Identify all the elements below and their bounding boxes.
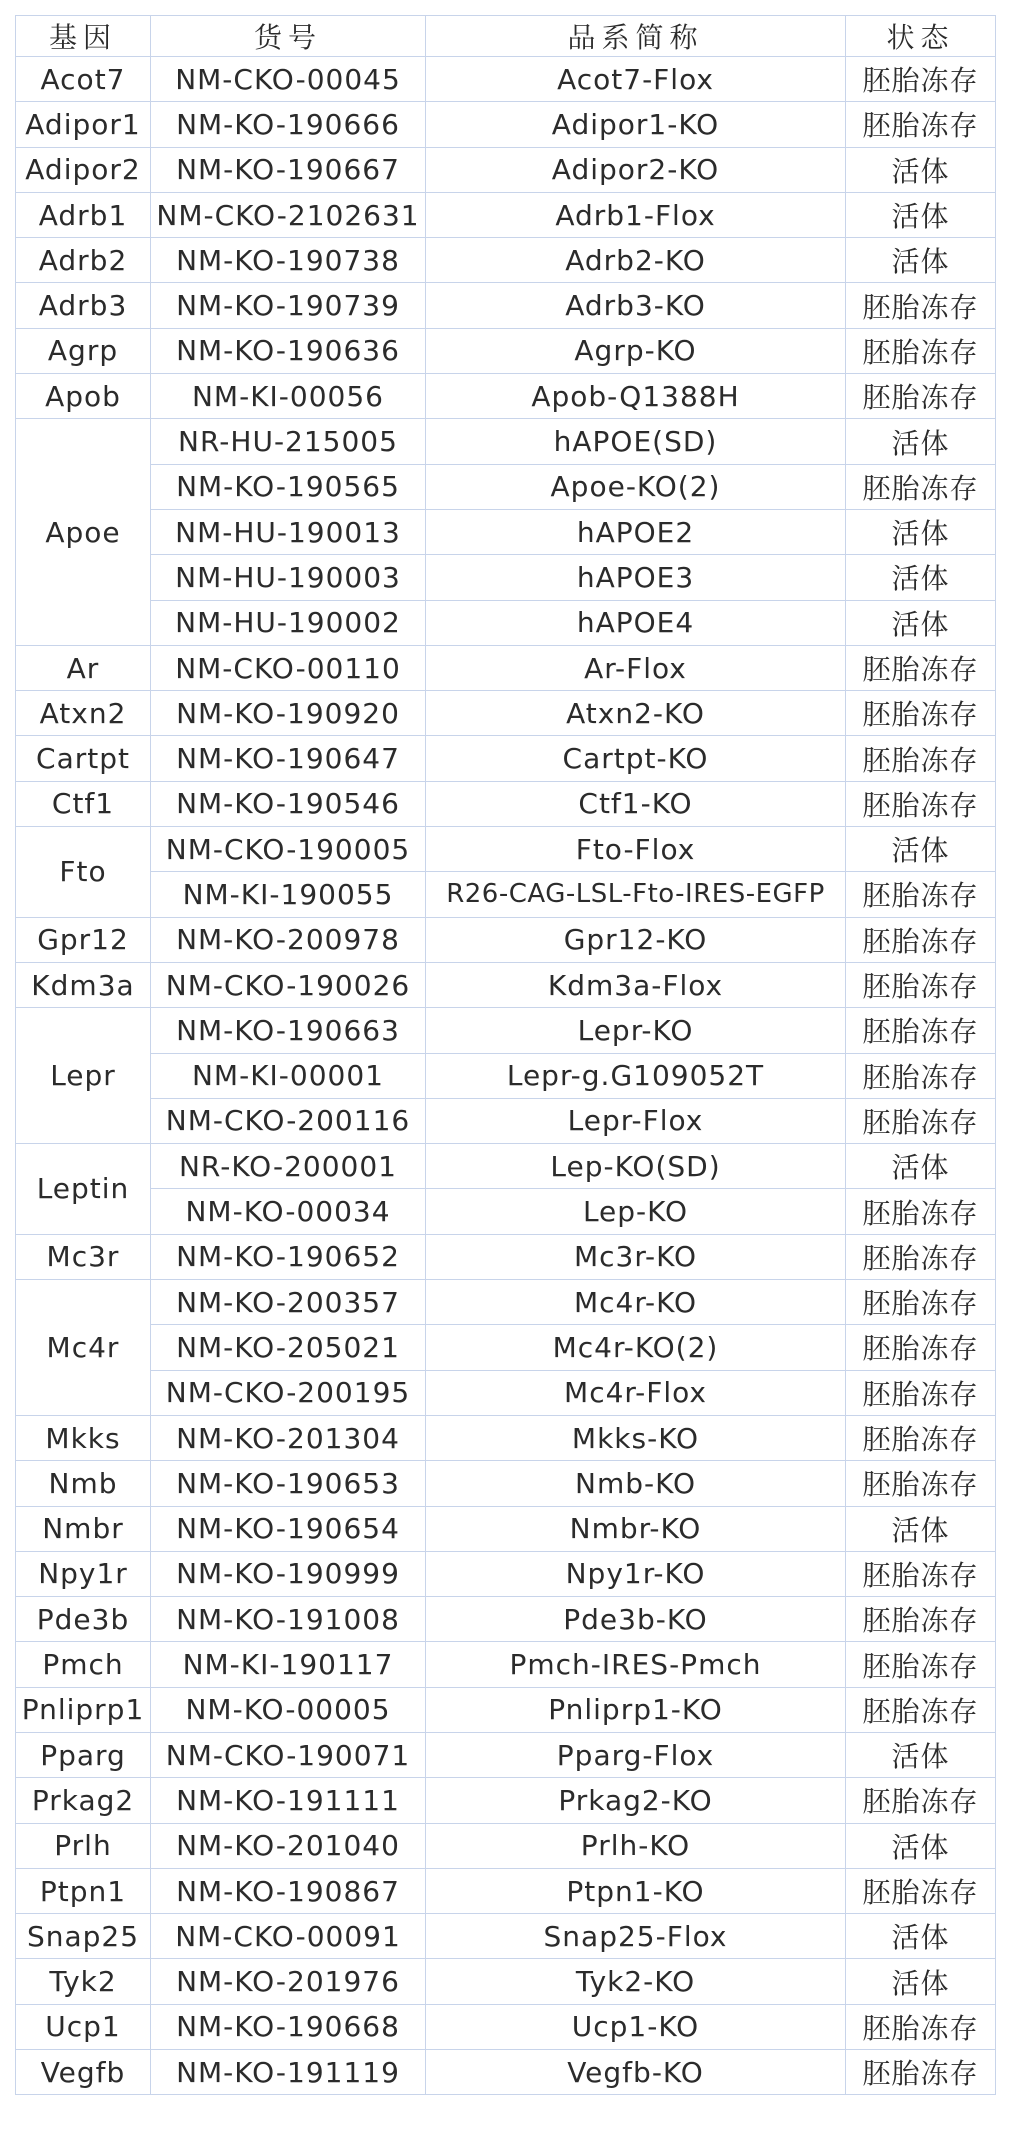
status-cell: 胚胎冻存 [846, 1053, 996, 1098]
strain-name-cell: Prlh-KO [426, 1823, 846, 1868]
catalog-number-cell: NM-KI-190055 [151, 872, 426, 917]
strain-name-cell: hAPOE4 [426, 600, 846, 645]
table-row [16, 238, 996, 283]
table-row [16, 2004, 996, 2049]
table-row [16, 600, 996, 645]
gene-cell: Pmch [16, 1642, 151, 1687]
status-cell: 活体 [846, 509, 996, 554]
gene-cell: Prlh [16, 1823, 151, 1868]
gene-cell: Mkks [16, 1415, 151, 1460]
strain-name-cell: Pnliprp1-KO [426, 1687, 846, 1732]
strain-name-cell: Ptpn1-KO [426, 1868, 846, 1913]
strain-name-cell: Vegfb-KO [426, 2050, 846, 2095]
gene-cell: Lepr [16, 1008, 151, 1144]
table-row [16, 2050, 996, 2095]
status-cell: 活体 [846, 1144, 996, 1189]
catalog-number-cell: NM-CKO-200195 [151, 1370, 426, 1415]
table-row [16, 57, 996, 102]
gene-cell: Ptpn1 [16, 1868, 151, 1913]
strain-name-cell: Lepr-KO [426, 1008, 846, 1053]
strain-name-cell: hAPOE2 [426, 509, 846, 554]
catalog-number-cell: NM-CKO-00091 [151, 1914, 426, 1959]
status-cell: 胚胎冻存 [846, 1008, 996, 1053]
header-strain-name: 品系简称 [426, 16, 846, 57]
strain-name-cell: Nmbr-KO [426, 1506, 846, 1551]
strain-name-cell: Adipor1-KO [426, 102, 846, 147]
gene-cell: Apoe [16, 419, 151, 645]
status-cell: 活体 [846, 1823, 996, 1868]
status-cell: 胚胎冻存 [846, 1189, 996, 1234]
strain-name-cell: Tyk2-KO [426, 1959, 846, 2004]
table-row [16, 872, 996, 917]
strain-name-cell: Cartpt-KO [426, 736, 846, 781]
catalog-number-cell: NM-KO-191008 [151, 1597, 426, 1642]
gene-cell: Adrb2 [16, 238, 151, 283]
status-cell: 活体 [846, 1506, 996, 1551]
status-cell: 胚胎冻存 [846, 1370, 996, 1415]
strain-name-cell: Pparg-Flox [426, 1732, 846, 1777]
catalog-number-cell: NM-KO-190654 [151, 1506, 426, 1551]
table-row [16, 1144, 996, 1189]
catalog-number-cell: NM-KO-190999 [151, 1551, 426, 1596]
strain-name-cell: Lep-KO(SD) [426, 1144, 846, 1189]
strain-name-cell: Lep-KO [426, 1189, 846, 1234]
gene-cell: Pnliprp1 [16, 1687, 151, 1732]
status-cell: 胚胎冻存 [846, 1280, 996, 1325]
table-row [16, 827, 996, 872]
status-cell: 胚胎冻存 [846, 102, 996, 147]
table-row [16, 1370, 996, 1415]
strain-name-cell: Kdm3a-Flox [426, 962, 846, 1007]
strain-name-cell: Pmch-IRES-Pmch [426, 1642, 846, 1687]
status-cell: 胚胎冻存 [846, 57, 996, 102]
table-row [16, 374, 996, 419]
catalog-number-cell: NM-KO-190667 [151, 147, 426, 192]
table-body [16, 57, 996, 2095]
table-row [16, 1597, 996, 1642]
table-row [16, 1098, 996, 1143]
strain-name-cell: Nmb-KO [426, 1461, 846, 1506]
table-row [16, 509, 996, 554]
strain-name-cell: Apob-Q1388H [426, 374, 846, 419]
mouse-strain-table [15, 15, 996, 2095]
strain-name-cell: Acot7-Flox [426, 57, 846, 102]
gene-cell: Adrb3 [16, 283, 151, 328]
status-cell: 活体 [846, 1914, 996, 1959]
catalog-number-cell: NM-KO-191119 [151, 2050, 426, 2095]
gene-cell: Pde3b [16, 1597, 151, 1642]
status-cell: 活体 [846, 192, 996, 237]
header-row [16, 16, 996, 57]
gene-cell: Kdm3a [16, 962, 151, 1007]
table-row [16, 1189, 996, 1234]
gene-cell: Mc4r [16, 1280, 151, 1416]
catalog-number-cell: NM-KO-190739 [151, 283, 426, 328]
status-cell: 胚胎冻存 [846, 781, 996, 826]
catalog-number-cell: NM-KO-190653 [151, 1461, 426, 1506]
strain-name-cell: Npy1r-KO [426, 1551, 846, 1596]
gene-cell: Acot7 [16, 57, 151, 102]
table-row [16, 1551, 996, 1596]
gene-cell: Tyk2 [16, 1959, 151, 2004]
table-row [16, 192, 996, 237]
gene-cell: Snap25 [16, 1914, 151, 1959]
table-row [16, 1914, 996, 1959]
catalog-number-cell: NR-KO-200001 [151, 1144, 426, 1189]
gene-cell: Agrp [16, 328, 151, 373]
catalog-number-cell: NM-CKO-190026 [151, 962, 426, 1007]
strain-name-cell: Mc4r-Flox [426, 1370, 846, 1415]
status-cell: 胚胎冻存 [846, 1868, 996, 1913]
table-row [16, 1687, 996, 1732]
catalog-number-cell: NM-KI-00056 [151, 374, 426, 419]
strain-name-cell: Agrp-KO [426, 328, 846, 373]
status-cell: 活体 [846, 419, 996, 464]
table-row [16, 1008, 996, 1053]
gene-cell: Nmbr [16, 1506, 151, 1551]
catalog-number-cell: NM-KO-201040 [151, 1823, 426, 1868]
status-cell: 活体 [846, 147, 996, 192]
strain-name-cell: Lepr-g.G109052T [426, 1053, 846, 1098]
gene-cell: Leptin [16, 1144, 151, 1235]
table-row [16, 1053, 996, 1098]
catalog-number-cell: NM-CKO-190005 [151, 827, 426, 872]
gene-cell: Adipor1 [16, 102, 151, 147]
status-cell: 胚胎冻存 [846, 328, 996, 373]
table-row [16, 555, 996, 600]
status-cell: 胚胎冻存 [846, 1415, 996, 1460]
catalog-number-cell: NM-KO-00034 [151, 1189, 426, 1234]
strain-name-cell: hAPOE(SD) [426, 419, 846, 464]
status-cell: 胚胎冻存 [846, 374, 996, 419]
status-cell: 胚胎冻存 [846, 691, 996, 736]
gene-cell: Atxn2 [16, 691, 151, 736]
status-cell: 胚胎冻存 [846, 283, 996, 328]
table-row [16, 102, 996, 147]
strain-name-cell: Adrb2-KO [426, 238, 846, 283]
strain-name-cell: Ar-Flox [426, 645, 846, 690]
gene-cell: Cartpt [16, 736, 151, 781]
catalog-number-cell: NR-HU-215005 [151, 419, 426, 464]
catalog-number-cell: NM-KO-201304 [151, 1415, 426, 1460]
catalog-number-cell: NM-KO-190867 [151, 1868, 426, 1913]
gene-cell: Npy1r [16, 1551, 151, 1596]
gene-cell: Adipor2 [16, 147, 151, 192]
table-row [16, 1415, 996, 1460]
status-cell: 胚胎冻存 [846, 2004, 996, 2049]
strain-name-cell: Fto-Flox [426, 827, 846, 872]
catalog-number-cell: NM-HU-190013 [151, 509, 426, 554]
gene-cell: Nmb [16, 1461, 151, 1506]
header-status: 状态 [846, 16, 996, 57]
catalog-number-cell: NM-KI-00001 [151, 1053, 426, 1098]
gene-cell: Ar [16, 645, 151, 690]
table-row [16, 1959, 996, 2004]
mouse-strain-table-container [15, 15, 995, 2095]
status-cell: 胚胎冻存 [846, 1234, 996, 1279]
table-row [16, 419, 996, 464]
catalog-number-cell: NM-KO-190636 [151, 328, 426, 373]
table-row [16, 1506, 996, 1551]
table-row [16, 1234, 996, 1279]
catalog-number-cell: NM-KO-191111 [151, 1778, 426, 1823]
catalog-number-cell: NM-KO-200978 [151, 917, 426, 962]
table-row [16, 1461, 996, 1506]
table-row [16, 781, 996, 826]
table-row [16, 328, 996, 373]
catalog-number-cell: NM-KO-190666 [151, 102, 426, 147]
catalog-number-cell: NM-CKO-200116 [151, 1098, 426, 1143]
catalog-number-cell: NM-KO-200357 [151, 1280, 426, 1325]
header-catalog-number: 货号 [151, 16, 426, 57]
catalog-number-cell: NM-KO-190652 [151, 1234, 426, 1279]
status-cell: 胚胎冻存 [846, 1778, 996, 1823]
strain-name-cell: Adipor2-KO [426, 147, 846, 192]
catalog-number-cell: NM-HU-190003 [151, 555, 426, 600]
status-cell: 活体 [846, 600, 996, 645]
table-row [16, 1325, 996, 1370]
status-cell: 活体 [846, 1959, 996, 2004]
gene-cell: Ctf1 [16, 781, 151, 826]
gene-cell: Vegfb [16, 2050, 151, 2095]
catalog-number-cell: NM-KO-190647 [151, 736, 426, 781]
status-cell: 胚胎冻存 [846, 1687, 996, 1732]
catalog-number-cell: NM-KO-201976 [151, 1959, 426, 2004]
table-row [16, 283, 996, 328]
gene-cell: Mc3r [16, 1234, 151, 1279]
strain-name-cell: Mc4r-KO(2) [426, 1325, 846, 1370]
strain-name-cell: Gpr12-KO [426, 917, 846, 962]
gene-cell: Adrb1 [16, 192, 151, 237]
strain-name-cell: Mc4r-KO [426, 1280, 846, 1325]
status-cell: 胚胎冻存 [846, 645, 996, 690]
catalog-number-cell: NM-CKO-2102631 [151, 192, 426, 237]
strain-name-cell: R26-CAG-LSL-Fto-IRES-EGFP [426, 872, 846, 917]
status-cell: 胚胎冻存 [846, 872, 996, 917]
status-cell: 胚胎冻存 [846, 464, 996, 509]
strain-name-cell: Ctf1-KO [426, 781, 846, 826]
catalog-number-cell: NM-CKO-00045 [151, 57, 426, 102]
status-cell: 胚胎冻存 [846, 917, 996, 962]
table-row [16, 645, 996, 690]
table-row [16, 691, 996, 736]
table-row [16, 1280, 996, 1325]
status-cell: 活体 [846, 555, 996, 600]
catalog-number-cell: NM-KO-205021 [151, 1325, 426, 1370]
catalog-number-cell: NM-KO-190738 [151, 238, 426, 283]
gene-cell: Apob [16, 374, 151, 419]
status-cell: 胚胎冻存 [846, 1325, 996, 1370]
status-cell: 活体 [846, 1732, 996, 1777]
gene-cell: Pparg [16, 1732, 151, 1777]
strain-name-cell: Mkks-KO [426, 1415, 846, 1460]
table-row [16, 464, 996, 509]
status-cell: 胚胎冻存 [846, 736, 996, 781]
table-row [16, 917, 996, 962]
status-cell: 胚胎冻存 [846, 1642, 996, 1687]
table-row [16, 147, 996, 192]
status-cell: 活体 [846, 827, 996, 872]
status-cell: 胚胎冻存 [846, 1098, 996, 1143]
catalog-number-cell: NM-CKO-00110 [151, 645, 426, 690]
catalog-number-cell: NM-KO-190920 [151, 691, 426, 736]
strain-name-cell: Adrb1-Flox [426, 192, 846, 237]
strain-name-cell: Atxn2-KO [426, 691, 846, 736]
status-cell: 活体 [846, 238, 996, 283]
catalog-number-cell: NM-HU-190002 [151, 600, 426, 645]
gene-cell: Ucp1 [16, 2004, 151, 2049]
strain-name-cell: Apoe-KO(2) [426, 464, 846, 509]
status-cell: 胚胎冻存 [846, 1551, 996, 1596]
status-cell: 胚胎冻存 [846, 1461, 996, 1506]
catalog-number-cell: NM-KO-190663 [151, 1008, 426, 1053]
strain-name-cell: Pde3b-KO [426, 1597, 846, 1642]
table-row [16, 1642, 996, 1687]
catalog-number-cell: NM-KO-00005 [151, 1687, 426, 1732]
catalog-number-cell: NM-CKO-190071 [151, 1732, 426, 1777]
status-cell: 胚胎冻存 [846, 962, 996, 1007]
strain-name-cell: Mc3r-KO [426, 1234, 846, 1279]
gene-cell: Prkag2 [16, 1778, 151, 1823]
table-row [16, 1732, 996, 1777]
status-cell: 胚胎冻存 [846, 2050, 996, 2095]
strain-name-cell: Lepr-Flox [426, 1098, 846, 1143]
table-row [16, 1778, 996, 1823]
table-row [16, 962, 996, 1007]
strain-name-cell: Adrb3-KO [426, 283, 846, 328]
strain-name-cell: Snap25-Flox [426, 1914, 846, 1959]
catalog-number-cell: NM-KO-190668 [151, 2004, 426, 2049]
table-header [16, 16, 996, 57]
strain-name-cell: Prkag2-KO [426, 1778, 846, 1823]
gene-cell: Gpr12 [16, 917, 151, 962]
catalog-number-cell: NM-KI-190117 [151, 1642, 426, 1687]
gene-cell: Fto [16, 827, 151, 918]
header-gene: 基因 [16, 16, 151, 57]
table-row [16, 1868, 996, 1913]
table-row [16, 1823, 996, 1868]
catalog-number-cell: NM-KO-190565 [151, 464, 426, 509]
catalog-number-cell: NM-KO-190546 [151, 781, 426, 826]
status-cell: 胚胎冻存 [846, 1597, 996, 1642]
strain-name-cell: Ucp1-KO [426, 2004, 846, 2049]
strain-name-cell: hAPOE3 [426, 555, 846, 600]
table-row [16, 736, 996, 781]
